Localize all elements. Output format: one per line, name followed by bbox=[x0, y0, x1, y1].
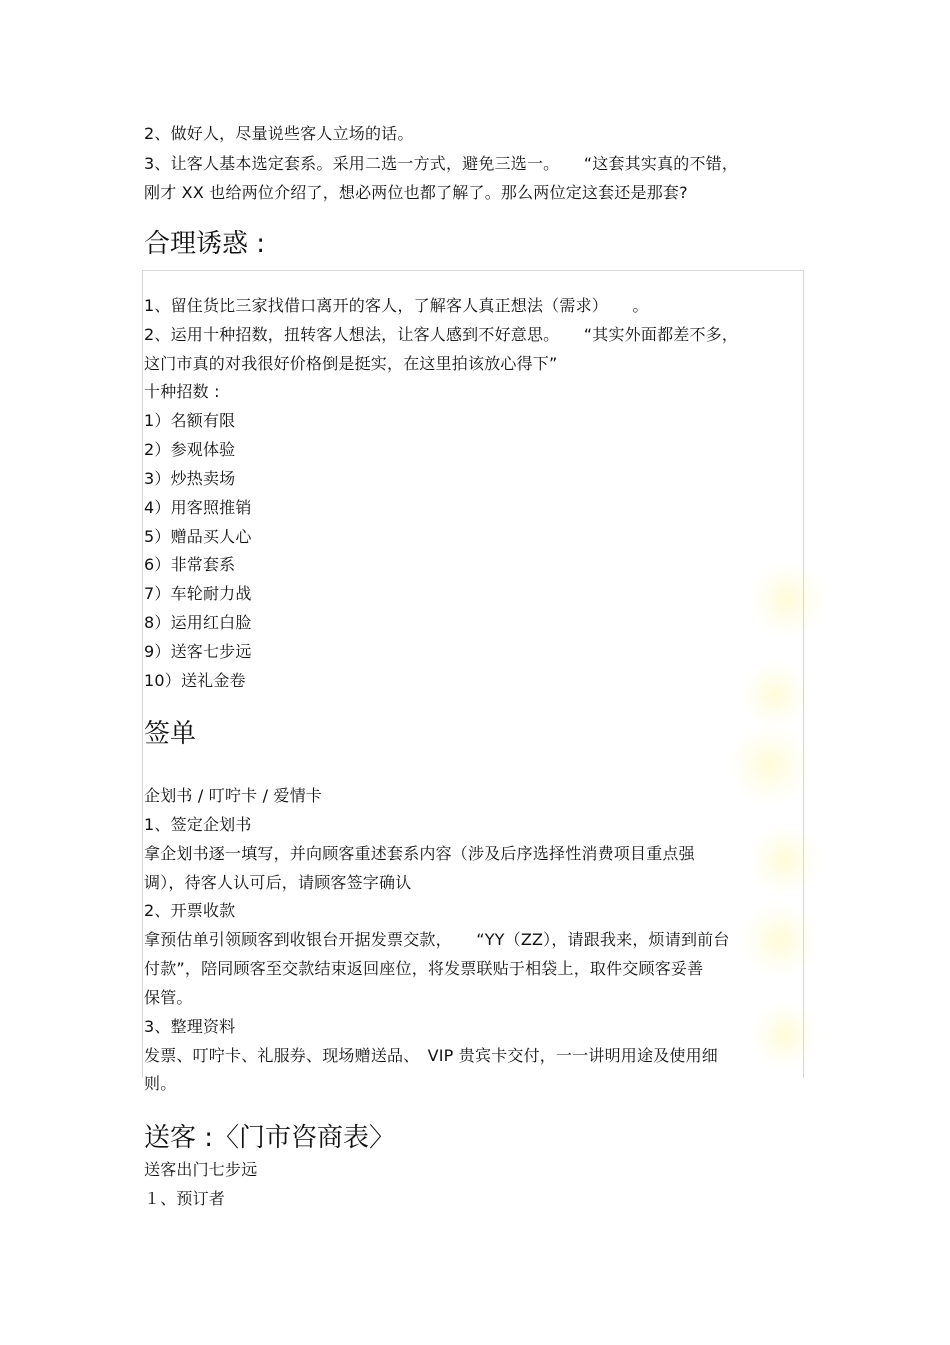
sign-step-3: 3、整理资料 bbox=[144, 1017, 236, 1036]
list-item: 9）送客七步远 bbox=[144, 642, 252, 661]
intro-line-2: 3、让客人基本选定套系。采用二选一方式，避免三选一。 “这套其实真的不错， bbox=[144, 154, 739, 173]
section-title-farewell: 送客 :〈门市咨商表〉 bbox=[144, 1123, 396, 1153]
list-item: 8）运用红白脸 bbox=[144, 613, 252, 632]
temptation-line-3: 这门市真的对我很好价格倒是挺实，在这里拍该放心得下” bbox=[144, 354, 558, 373]
section-title-temptation: 合理诱惑 : bbox=[144, 229, 266, 259]
list-item: 6）非常套系 bbox=[144, 555, 236, 574]
sign-step-1-line-2: 调），待客人认可后，请顾客签字确认 bbox=[144, 873, 412, 892]
sign-step-1-line-1: 拿企划书逐一填写，并向顾客重述套系内容（涉及后序选择性消费项目重点强 bbox=[144, 844, 695, 863]
list-item: 7）车轮耐力战 bbox=[144, 584, 252, 603]
farewell-line-2: １、预订者 bbox=[144, 1189, 226, 1208]
list-item: 1）名额有限 bbox=[144, 411, 236, 430]
list-item: 3）炒热卖场 bbox=[144, 469, 236, 488]
sign-cards: 企划书 / 叮咛卡 / 爱情卡 bbox=[144, 786, 323, 805]
sign-step-1: 1、签定企划书 bbox=[144, 815, 252, 834]
intro-line-3: 刚才 XX 也给两位介绍了，想必两位也都了解了。那么两位定这套还是那套? bbox=[144, 183, 688, 202]
list-item: 2）参观体验 bbox=[144, 440, 236, 459]
temptation-line-1: 1、留住货比三家找借口离开的客人，了解客人真正想法（需求） 。 bbox=[144, 296, 649, 315]
sign-step-2-line-1: 拿预估单引领顾客到收银台开据发票交款， “YY（ZZ），请跟我来，烦请到前台 bbox=[144, 930, 730, 949]
sign-step-3-line-2: 则。 bbox=[144, 1074, 177, 1093]
section-title-sign: 签单 bbox=[144, 719, 197, 749]
list-item: 4）用客照推销 bbox=[144, 498, 252, 517]
list-item: 10）送礼金卷 bbox=[144, 671, 246, 690]
sign-step-2: 2、开票收款 bbox=[144, 901, 236, 920]
sign-step-2-line-2: 付款”，陪同顾客至交款结束返回座位，将发票联贴于相袋上，取件交顾客妥善 bbox=[144, 959, 704, 978]
tactics-heading: 十种招数 : bbox=[144, 382, 220, 401]
sign-step-3-line-1: 发票、叮咛卡、礼服券、现场赠送品、 VIP 贵宾卡交付，一一讲明用途及使用细 bbox=[144, 1046, 718, 1065]
sign-step-2-line-3: 保管。 bbox=[144, 988, 193, 1007]
temptation-line-2: 2、运用十种招数，扭转客人想法，让客人感到不好意思。 “其实外面都差不多， bbox=[144, 325, 739, 344]
farewell-line-1: 送客出门七步远 bbox=[144, 1160, 258, 1179]
intro-line-1: 2、做好人，尽量说些客人立场的话。 bbox=[144, 124, 414, 143]
list-item: 5）赠品买人心 bbox=[144, 527, 252, 546]
